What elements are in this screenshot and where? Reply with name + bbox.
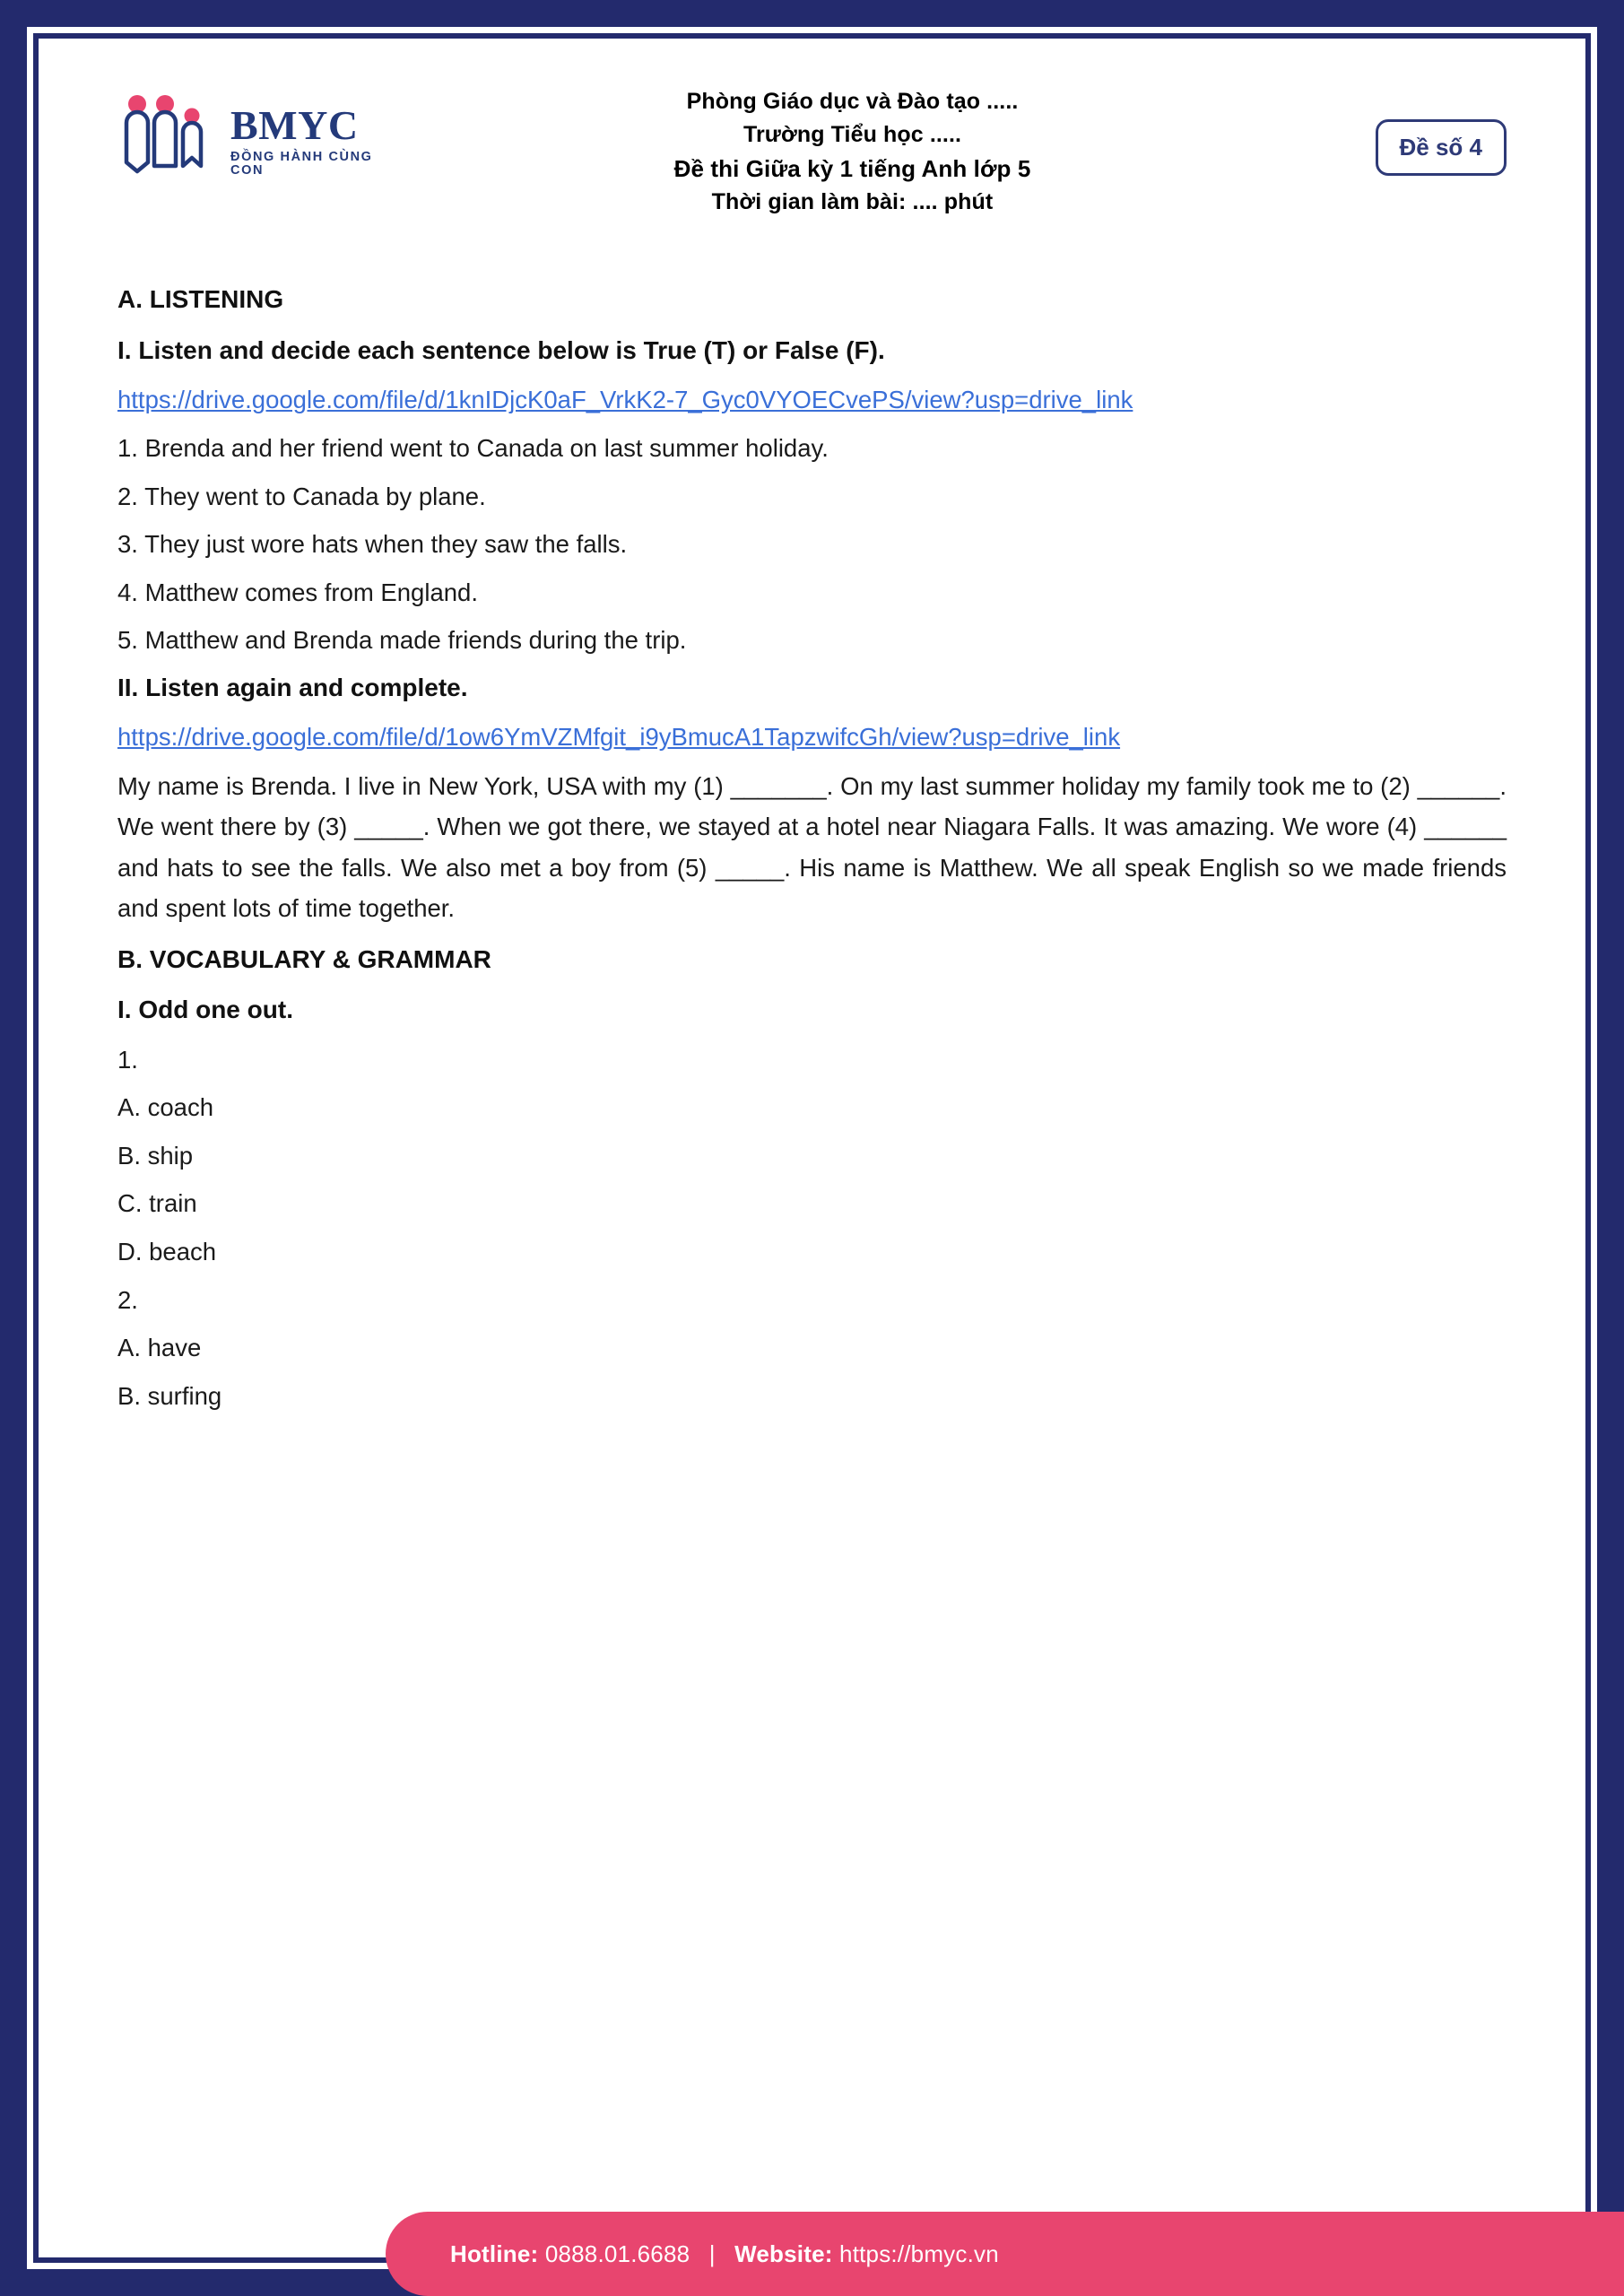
listening-item: 5. Matthew and Brenda made friends during the trip. xyxy=(117,626,687,655)
exam-number-wrap xyxy=(1318,69,1507,176)
contact-footer-bar xyxy=(386,2212,1624,2296)
header-school-line: Trường Tiểu học ..... xyxy=(743,122,962,147)
footer-website-value[interactable]: https://bmyc.vn xyxy=(839,2239,999,2267)
listening-part2-title: II. Listen again and complete. xyxy=(117,673,468,701)
footer-website-label: Website: xyxy=(734,2239,833,2267)
bmyc-people-icon xyxy=(117,91,218,181)
document-header xyxy=(117,60,1507,230)
document-content xyxy=(117,230,1507,1416)
bmyc-logo-tagline: ĐỒNG HÀNH CÙNG CON xyxy=(230,150,373,178)
question-option[interactable]: B. surfing xyxy=(117,1381,222,1410)
page-border-gap xyxy=(27,27,1597,2269)
listening-part1-title: I. Listen and decide each sentence below is True (T) or False (F). xyxy=(117,335,885,364)
footer-hotline-label: Hotline: xyxy=(450,2239,539,2267)
listening-part1-audio-link[interactable]: https://drive.google.com/file/d/1knIDjcK0aF_VrkK2-7_Gyc0VYOECvePS/view?usp=drive_link xyxy=(117,386,1133,414)
section-listening-title: A. LISTENING xyxy=(117,285,284,313)
footer-contact-text xyxy=(450,2240,999,2268)
listening-part2-audio-link[interactable]: https://drive.google.com/file/d/1ow6YmVZMfgit_i9yBmucA1TapzwifcGh/view?usp=drive_link xyxy=(117,723,1121,752)
odd-one-out-title: I. Odd one out. xyxy=(117,996,293,1024)
section-vocabulary-grammar-title: B. VOCABULARY & GRAMMAR xyxy=(117,944,491,973)
bmyc-logo xyxy=(117,69,386,181)
header-title-block xyxy=(386,69,1318,219)
bmyc-wordmark xyxy=(230,91,386,177)
header-duration-line: Thời gian làm bài: .... phút xyxy=(711,189,994,215)
listening-item: 1. Brenda and her friend went to Canada on last summer holiday. xyxy=(117,434,829,463)
question-option[interactable]: A. coach xyxy=(117,1093,214,1122)
page-border-inner xyxy=(33,33,1591,2263)
question-option[interactable]: A. have xyxy=(117,1334,202,1362)
footer-hotline-value: 0888.01.6688 xyxy=(544,2239,690,2267)
header-department-line: Phòng Giáo dục và Đào tạo ..... xyxy=(686,89,1019,114)
document-sheet xyxy=(39,39,1585,2257)
listening-gapfill-passage: My name is Brenda. I live in New York, USA with my (1) _______. On my last summer holiday my family took me to (2) ______. We went there by (3) _____. When we got there, we stayed at a hotel near Niagara Falls. It was amazing. We wore (4) ______ and hats to see the falls. We also met a boy from (5) _____. His name is Matthew. We all speak English so we made friends and spent lots of time together. xyxy=(117,772,1507,922)
footer-separator: | xyxy=(708,2239,716,2267)
question-option[interactable]: D. beach xyxy=(117,1238,217,1266)
listening-item: 4. Matthew comes from England. xyxy=(117,578,478,606)
header-exam-title: Đề thi Giữa kỳ 1 tiếng Anh lớp 5 xyxy=(673,155,1031,182)
listening-item: 3. They just wore hats when they saw the falls. xyxy=(117,530,628,559)
question-number: 2. xyxy=(117,1285,138,1314)
exam-number-badge: Đề số 4 xyxy=(1376,119,1507,176)
question-option[interactable]: B. ship xyxy=(117,1141,194,1170)
question-number: 1. xyxy=(117,1045,138,1074)
question-option[interactable]: C. train xyxy=(117,1189,197,1218)
listening-item: 2. They went to Canada by plane. xyxy=(117,482,486,510)
bmyc-logo-word: BMYC xyxy=(230,102,359,148)
